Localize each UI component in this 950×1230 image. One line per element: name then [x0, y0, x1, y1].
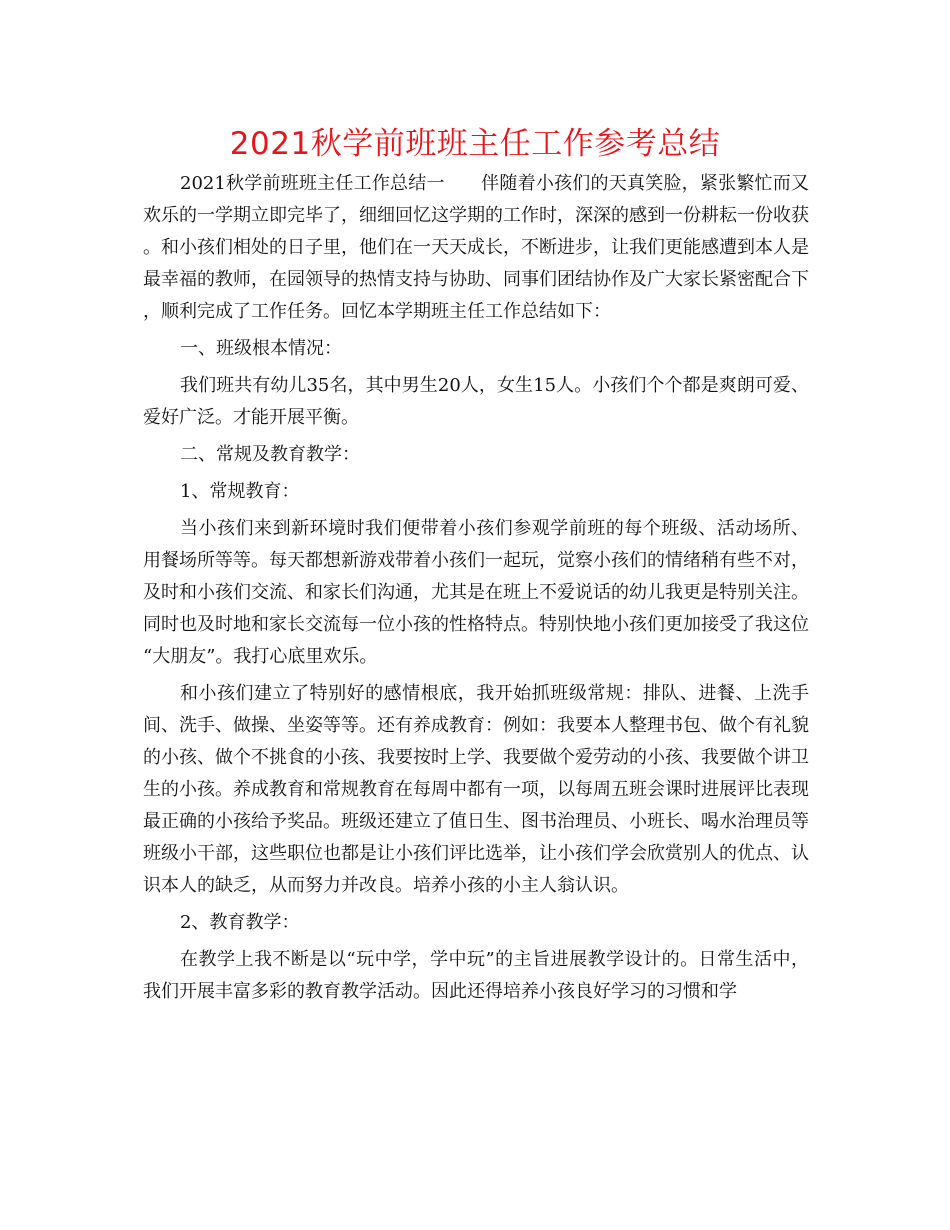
paragraph-teaching: 在教学上我不断是以“玩中学，学中玩”的主旨进展教学设计的。日常生活中，我们开展丰富多彩的教育教学活动。因此还得培养小孩良好学习的习惯和学	[143, 949, 809, 1002]
document-body	[143, 168, 809, 1013]
paragraph-new-environment: 当小孩们来到新环境时我们便带着小孩们参观学前班的每个班级、活动场所、用餐场所等等。每天都想新游戏带着小孩们一起玩，觉察小孩们的情绪稍有些不对，及时和小孩们交流、和家长们沟通，尤其是在班上不爱说话的幼儿我更是特别关注。同时也及时地和家长交流每一位小孩的性格特点。特别快地小孩们更加接受了我这位“大朋友”。我打心底里欢乐。	[143, 518, 809, 667]
subheading-teaching: 2、教育教学：	[180, 912, 300, 933]
paragraph-class-routine: 和小孩们建立了特别好的感情根底，我开始抓班级常规：排队、进餐、上洗手间、洗手、做操、坐姿等等。还有养成教育：例如：我要本人整理书包、做个有礼貌的小孩、做个不挑食的小孩、我要按时上学、我要做个爱劳动的小孩、我要做个讲卫生的小孩。养成教育和常规教育在每周中都有一项，以每周五班会课时进展评比表现最正确的小孩给予奖品。班级还建立了值日生、图书治理员、小班长、喝水治理员等班级小干部，这些职位也都是让小孩们评比选举，让小孩们学会欣赏别人的优点、认识本人的缺乏，从而努力并改良。培养小孩的小主人翁认识。	[143, 683, 809, 896]
paragraph-class-info: 我们班共有幼儿35名，其中男生20人，女生15人。小孩们个个都是爽朗可爱、爱好广泛。才能开展平衡。	[143, 375, 809, 428]
heading-routine-and-teaching: 二、常规及教育教学：	[180, 444, 360, 465]
document-title: 2021秋学前班班主任工作参考总结	[229, 126, 721, 162]
heading-class-basic-info: 一、班级根本情况：	[180, 338, 342, 359]
subheading-routine-education: 1、常规教育：	[180, 481, 300, 502]
paragraph-intro: 2021秋学前班班主任工作总结一 伴随着小孩们的天真笑脸，紧张繁忙而又欢乐的一学期立即完毕了，细细回忆这学期的工作时，深深的感到一份耕耘一份收获。和小孩们相处的日子里，他们在一天天成长，不断进步，让我们更能感遭到本人是最幸福的教师，在园领导的热情支持与协助、同事们团结协作及广大家长紧密配合下，顺利完成了工作任务。回忆本学期班主任工作总结如下：	[143, 173, 809, 322]
